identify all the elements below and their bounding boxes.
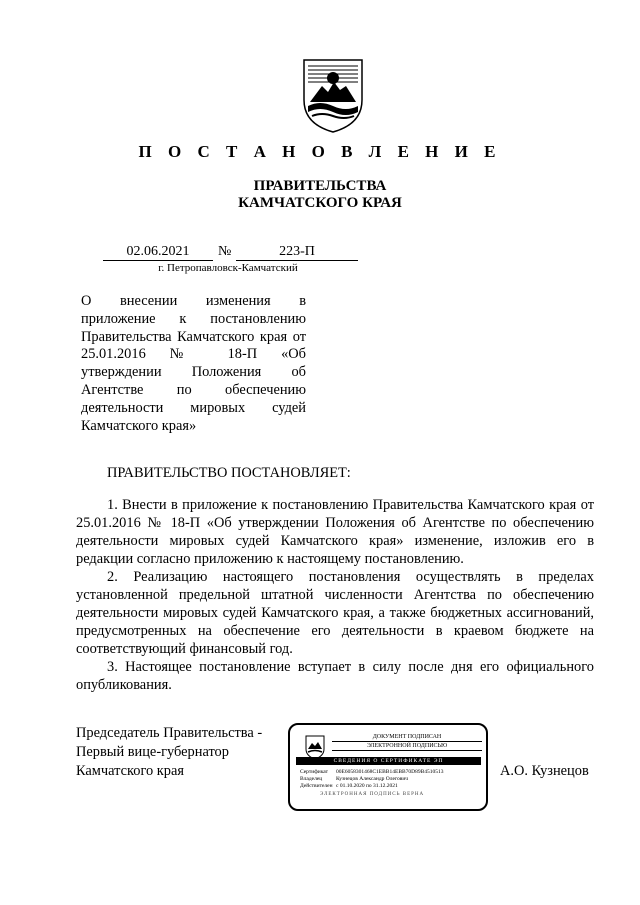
government-name-line2: КАМЧАТСКОГО КРАЯ [238, 195, 402, 211]
stamp-cert-bar: СВЕДЕНИЯ О СЕРТИФИКАТЕ ЭП [296, 757, 481, 765]
paragraph-2: 2. Реализацию настоящего постановления осуществлять в пределах установленной предельной штатной численности Агентства по обеспечению деятельности мировых судей Камчатского края, а также бюджетных ассигнований, предусмотренных на обеспечение его деятельности в краевом бюджете на соответствующий финансовый год. [76, 569, 594, 657]
stamp-owner-row [300, 776, 408, 783]
stamp-owner-label: Владелец [300, 776, 323, 782]
stamp-valid-value: с 01.10.2020 по 31.12.2021 [336, 783, 398, 789]
stamp-header-line1: ДОКУМЕНТ ПОДПИСАН [332, 733, 482, 742]
signer-title-line2: Первый вице-губернатор [76, 744, 229, 760]
stamp-header-line2: ЭЛЕКТРОННОЙ ПОДПИСЬЮ [332, 742, 482, 751]
stamp-header [332, 733, 482, 751]
electronic-signature-stamp [288, 723, 488, 811]
document-number: 223-П [236, 244, 358, 261]
stamp-valid-label: Действителен [300, 783, 333, 789]
document-date: 02.06.2021 [103, 244, 213, 261]
decree-heading: ПРАВИТЕЛЬСТВО ПОСТАНОВЛЯЕТ: [107, 465, 351, 481]
stamp-cert-value: 00E6058301468C1EBB14EBB70D89B4510513 [336, 769, 444, 775]
paragraph-3: 3. Настоящее постановление вступает в силу после дня его официального опубликования. [76, 659, 594, 693]
signer-name: А.О. Кузнецов [500, 763, 589, 779]
government-name-line1: ПРАВИТЕЛЬСТВА [253, 178, 387, 194]
stamp-footer: ЭЛЕКТРОННАЯ ПОДПИСЬ ВЕРНА [320, 792, 425, 797]
document-title: П О С Т А Н О В Л Е Н И Е [138, 142, 502, 161]
number-sign: № [218, 244, 232, 259]
stamp-valid-row [300, 783, 398, 790]
signer-title-line3: Камчатского края [76, 763, 184, 779]
document-body [76, 496, 594, 694]
stamp-cert-label: Сертификат [300, 769, 328, 775]
paragraph-1: 1. Внести в приложение к постановлению Правительства Камчатского края от 25.01.2016 № 18-П «Об утверждении Положения об Агентстве по обеспечению деятельности мировых судей Камчатского края» изменение, изложив его в редакции согласно приложению к настоящему постановлению. [76, 497, 594, 567]
signer-title-line1: Председатель Правительства - [76, 725, 263, 741]
signer-block [76, 724, 262, 781]
coat-of-arms-icon [300, 56, 366, 134]
document-subject: О внесении изменения в приложение к постановлению Правительства Камчатского края от 25.01.2016 № 18-П «Об утверждении Положения об Агентстве по обеспечению деятельности мировых судей Камчатского края» [81, 293, 306, 434]
stamp-owner-value: Кузнецов Александр Олегович [336, 776, 409, 782]
city-name: г. Петропавловск-Камчатский [158, 262, 298, 274]
stamp-cert-row [300, 769, 444, 776]
